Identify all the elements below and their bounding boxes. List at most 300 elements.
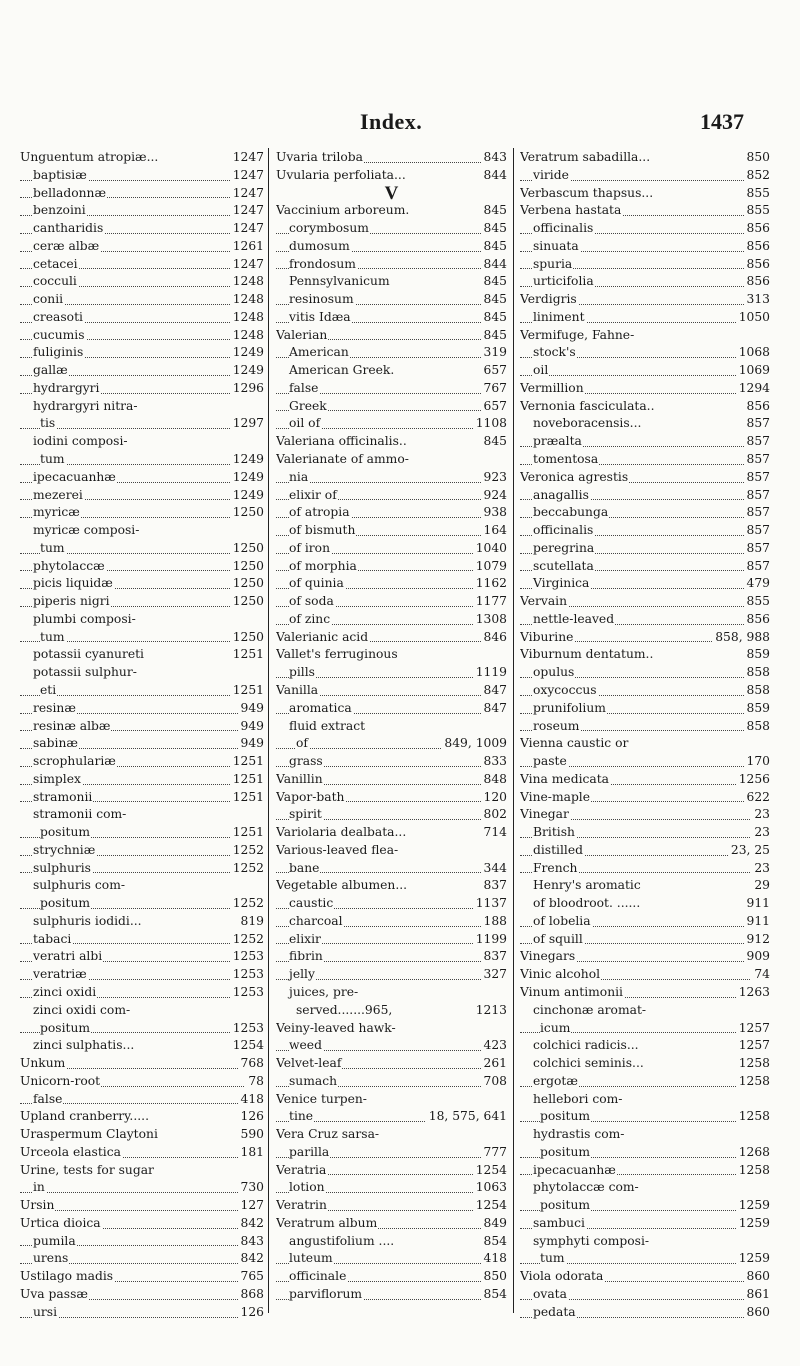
entry-term: liniment (533, 309, 585, 324)
entry-term: tum (40, 540, 65, 555)
index-entry (276, 1250, 507, 1268)
entry-term: pills (289, 665, 315, 680)
entry-page: 850 (481, 1268, 507, 1286)
index-entry (520, 273, 770, 291)
entry-term: sulphuris (33, 860, 91, 875)
index-entry (520, 202, 770, 220)
entry-term: Veratria (276, 1162, 327, 1177)
index-entry (276, 753, 507, 771)
index-entry (20, 1002, 264, 1020)
entry-term: tomentosa (533, 452, 599, 467)
entry-term: Vegetable albumen... (276, 878, 408, 893)
entry-term: hellebori com- (533, 1091, 623, 1106)
entry-page: 120 (481, 789, 507, 807)
entry-term: oil of (289, 416, 321, 431)
entry-page: 857 (744, 504, 770, 522)
index-entry (520, 593, 770, 611)
entry-page: 1248 (230, 273, 264, 291)
entry-page: 714 (481, 824, 507, 842)
entry-page: 418 (481, 1250, 507, 1268)
entry-term: sulphuris com- (33, 878, 126, 893)
entry-term: Urceola elastica (20, 1144, 121, 1159)
index-entry (276, 309, 507, 327)
entry-term: veratriæ (33, 967, 87, 982)
index-entry (20, 1233, 264, 1251)
index-entry (520, 1215, 770, 1233)
index-entry (276, 1037, 507, 1055)
index-entry (276, 1108, 507, 1126)
entry-term: charcoal (289, 913, 343, 928)
entry-page: 1259 (736, 1197, 770, 1215)
entry-term: of (296, 736, 308, 751)
entry-term: Vanilla (276, 682, 319, 697)
index-entry (520, 415, 770, 433)
index-entry (520, 540, 770, 558)
entry-page: 847 (481, 700, 507, 718)
entry-page: 127 (238, 1197, 264, 1215)
entry-term: Unguentum atropiæ... (20, 150, 159, 164)
entry-page: 23 (751, 806, 770, 824)
entry-term: myricæ (33, 505, 80, 520)
index-entry (276, 913, 507, 931)
entry-page: 1249 (230, 362, 264, 380)
entry-page: 860 (744, 1304, 770, 1322)
entry-term: of atropia (289, 505, 350, 520)
entry-page: 327 (481, 966, 507, 984)
entry-page: 1297 (230, 415, 264, 433)
entry-term: cocculi (33, 274, 77, 289)
entry-term: stramonii (33, 789, 93, 804)
index-entry (20, 380, 264, 398)
entry-page: 1250 (230, 540, 264, 558)
index-entry (276, 877, 507, 895)
entry-term: dumosum (289, 238, 350, 253)
index-entry (20, 487, 264, 505)
section-letter: V (384, 184, 399, 203)
index-entry (276, 415, 507, 433)
index-entry (520, 806, 770, 824)
entry-term: of iron (289, 540, 330, 555)
entry-term: elixir of (289, 487, 337, 502)
entry-term: parilla (289, 1144, 330, 1159)
index-entry (520, 664, 770, 682)
index-entry (20, 344, 264, 362)
entry-page: 1250 (230, 629, 264, 647)
index-entry (520, 789, 770, 807)
entry-page: 845 (481, 238, 507, 256)
index-entry (20, 860, 264, 878)
entry-term: tine (289, 1109, 314, 1124)
entry-page: 1252 (230, 895, 264, 913)
entry-page: 730 (238, 1179, 264, 1197)
entry-page: 856 (744, 398, 770, 416)
entry-page: 1261 (230, 238, 264, 256)
index-entry (276, 1268, 507, 1286)
page-number: 1437 (700, 109, 744, 134)
entry-term: ergotæ (533, 1073, 578, 1088)
entry-page: 911 (744, 913, 770, 931)
entry-page: 1247 (230, 185, 264, 203)
index-entry (20, 540, 264, 558)
index-entry (520, 1037, 770, 1055)
index-entry (20, 806, 264, 824)
entry-page: 313 (744, 291, 770, 309)
index-entry (520, 1055, 770, 1073)
entry-page: 622 (744, 789, 770, 807)
index-entry (276, 824, 507, 842)
index-entry (520, 149, 770, 167)
entry-term: ipecacuanhæ (533, 1162, 616, 1177)
entry-page: 1250 (230, 593, 264, 611)
entry-page: 858 (744, 718, 770, 736)
entry-page: 344 (481, 860, 507, 878)
entry-term: plumbi composi- (33, 611, 136, 626)
index-entry (276, 1215, 507, 1233)
entry-term: positum (40, 896, 91, 911)
index-entry (520, 718, 770, 736)
index-entry (20, 1179, 264, 1197)
entry-term: tum (540, 1251, 565, 1266)
entry-term: zinci oxidi com- (33, 1002, 131, 1017)
entry-term: Verdigris (520, 292, 577, 307)
index-entry (20, 575, 264, 593)
index-entry (520, 1073, 770, 1091)
entry-page: 1063 (473, 1179, 507, 1197)
entry-page: 1258 (736, 1162, 770, 1180)
entry-term: Ustilago madis (20, 1269, 114, 1284)
entry-term: spuria (533, 256, 573, 271)
entry-term: veratri albi (33, 949, 103, 964)
index-entry (276, 1126, 507, 1144)
entry-page: 78 (245, 1073, 264, 1091)
entry-page: 1247 (230, 220, 264, 238)
entry-term: scrophulariæ (33, 754, 116, 769)
index-entry (20, 1073, 264, 1091)
index-entry (276, 1020, 507, 1038)
index-entry (20, 149, 264, 167)
index-entry (20, 824, 264, 842)
index-entry (276, 238, 507, 256)
index-entry (20, 415, 264, 433)
entry-term: Valerianic acid (276, 629, 369, 644)
entry-term: pedata (533, 1304, 576, 1319)
entry-term: American (289, 345, 349, 360)
entry-term: simplex (33, 771, 81, 786)
entry-page: 859 (744, 646, 770, 664)
entry-page: 949 (238, 700, 264, 718)
entry-term: colchici seminis... (533, 1056, 644, 1071)
index-entry (20, 789, 264, 807)
entry-term: Veratrum album (276, 1215, 378, 1230)
index-entry (20, 771, 264, 789)
index-entry (520, 1162, 770, 1180)
entry-term: Vallet's ferruginous (276, 647, 398, 662)
index-entry (520, 646, 770, 664)
entry-term: British (533, 825, 575, 840)
index-entry (20, 682, 264, 700)
entry-term: French (533, 860, 578, 875)
index-entry (276, 256, 507, 274)
index-entry (276, 1286, 507, 1304)
entry-term: of bismuth (289, 523, 356, 538)
index-entry (520, 451, 770, 469)
entry-term: positum (540, 1198, 591, 1213)
entry-term: colchici radicis... (533, 1038, 639, 1053)
entry-term: Vermifuge, Fahne- (520, 327, 635, 342)
entry-page: 837 (481, 877, 507, 895)
index-entry (520, 877, 770, 895)
entry-page: 854 (481, 1286, 507, 1304)
entry-term: juices, pre- (289, 984, 359, 999)
index-entry (520, 167, 770, 185)
entry-term: scutellata (533, 558, 594, 573)
entry-page: 848 (481, 771, 507, 789)
index-entry (276, 344, 507, 362)
index-entry (276, 948, 507, 966)
index-entry (20, 433, 264, 451)
index-entry (520, 1126, 770, 1144)
index-entry (276, 362, 507, 380)
index-entry (20, 238, 264, 256)
entry-page: 1251 (230, 646, 264, 664)
entry-page: 849 (481, 1215, 507, 1233)
entry-page: 1254 (473, 1197, 507, 1215)
entry-page: 856 (744, 238, 770, 256)
index-entry (520, 682, 770, 700)
entry-page: 845 (481, 433, 507, 451)
entry-term: elixir (289, 931, 321, 946)
entry-page: 23, 25 (728, 842, 770, 860)
index-entry (20, 522, 264, 540)
entry-term: Unicorn-root (20, 1073, 101, 1088)
entry-page: 1247 (230, 202, 264, 220)
index-entry (520, 860, 770, 878)
entry-term: officinale (289, 1269, 347, 1284)
index-entry (520, 735, 770, 753)
index-entry (520, 1091, 770, 1109)
entry-page: 1249 (230, 344, 264, 362)
entry-term: served.......965, (296, 1002, 393, 1017)
entry-term: Greek (289, 398, 327, 413)
entry-term: fibrin (289, 949, 323, 964)
entry-page: 860 (744, 1268, 770, 1286)
entry-page: 847 (481, 682, 507, 700)
entry-term: Uvaria triloba (276, 150, 363, 164)
index-entry (276, 433, 507, 451)
entry-page: 23 (751, 824, 770, 842)
entry-page: 29 (751, 877, 770, 895)
entry-term: noveboracensis... (533, 416, 642, 431)
entry-term: false (289, 380, 319, 395)
page-title: Index. (360, 109, 423, 134)
entry-page: 1249 (230, 469, 264, 487)
index-entry (276, 611, 507, 629)
column-divider (268, 148, 269, 1313)
entry-term: phytolaccæ (33, 558, 105, 573)
index-entry (276, 966, 507, 984)
index-entry (276, 522, 507, 540)
entry-page: 319 (481, 344, 507, 362)
entry-page: 164 (481, 522, 507, 540)
index-entry (276, 1162, 507, 1180)
index-entry (276, 735, 507, 753)
entry-page: 1258 (736, 1055, 770, 1073)
entry-term: Vaccinium arboreum. (276, 203, 410, 218)
index-entry (276, 789, 507, 807)
index-entry (520, 469, 770, 487)
entry-term: oxycoccus (533, 682, 597, 697)
index-entry (20, 1215, 264, 1233)
index-entry (20, 913, 264, 931)
entry-page: 845 (481, 291, 507, 309)
entry-page: 261 (481, 1055, 507, 1073)
index-entry (20, 1197, 264, 1215)
entry-term: viride (533, 167, 569, 182)
index-entry (276, 540, 507, 558)
index-entry (20, 185, 264, 203)
index-entry (276, 273, 507, 291)
entry-term: Variolaria dealbata... (276, 825, 407, 840)
entry-term: Valerian (276, 327, 328, 342)
entry-term: cetacei (33, 256, 78, 271)
entry-term: prunifolium (533, 700, 606, 715)
entry-term: bane (289, 860, 320, 875)
entry-term: beccabunga (533, 505, 609, 520)
index-entry (276, 380, 507, 398)
index-entry (520, 1020, 770, 1038)
entry-page: 857 (744, 522, 770, 540)
index-entry (276, 895, 507, 913)
entry-page: 1296 (230, 380, 264, 398)
entry-term: urens (33, 1251, 69, 1266)
entry-page: 708 (481, 1073, 507, 1091)
entry-page: 1248 (230, 327, 264, 345)
entry-term: præalta (533, 434, 582, 449)
index-entry (276, 469, 507, 487)
entry-page: 767 (481, 380, 507, 398)
entry-page: 949 (238, 735, 264, 753)
entry-term: officinalis (533, 221, 594, 236)
entry-term: Pennsylvanicum (289, 274, 390, 289)
index-entry (520, 1250, 770, 1268)
entry-page: 802 (481, 806, 507, 824)
index-entry (276, 1073, 507, 1091)
index-entry (20, 611, 264, 629)
index-entry (20, 718, 264, 736)
entry-term: ceræ albæ (33, 238, 100, 253)
entry-term: stock's (533, 345, 576, 360)
entry-term: resinosum (289, 292, 354, 307)
entry-term: tum (40, 452, 65, 467)
index-entry (276, 718, 507, 736)
entry-term: myricæ composi- (33, 523, 140, 538)
entry-term: potassii cyanureti (33, 647, 144, 662)
entry-page: 1250 (230, 558, 264, 576)
index-entry (276, 842, 507, 860)
entry-term: corymbosum (289, 221, 369, 236)
entry-term: Vina medicata (520, 771, 609, 786)
index-entry (20, 1037, 264, 1055)
entry-term: frondosum (289, 256, 356, 271)
entry-term: Vienna caustic or (520, 736, 629, 751)
index-entry (276, 1233, 507, 1251)
index-entry (520, 220, 770, 238)
index-entry (276, 220, 507, 238)
entry-term: aromatica (289, 700, 352, 715)
index-entry (20, 291, 264, 309)
entry-page: 856 (744, 273, 770, 291)
entry-term: Vinum antimonii (520, 984, 623, 999)
entry-page: 855 (744, 593, 770, 611)
entry-page: 1162 (473, 575, 507, 593)
index-entry (520, 327, 770, 345)
index-entry (520, 185, 770, 203)
index-column-1 (20, 149, 264, 1322)
entry-page: 1253 (230, 984, 264, 1002)
entry-term: paste (533, 754, 567, 769)
index-entry (20, 877, 264, 895)
entry-term: Vinegars (520, 949, 576, 964)
entry-page: 657 (481, 362, 507, 380)
entry-page: 1251 (230, 771, 264, 789)
entry-page: 857 (744, 487, 770, 505)
index-entry (20, 1162, 264, 1180)
index-entry (20, 220, 264, 238)
entry-page: 833 (481, 753, 507, 771)
entry-page: 868 (238, 1286, 264, 1304)
entry-term: ursi (33, 1304, 58, 1319)
entry-term: phytolaccæ com- (533, 1180, 639, 1195)
index-entry (520, 984, 770, 1002)
entry-page: 1249 (230, 487, 264, 505)
entry-page: 1248 (230, 291, 264, 309)
index-entry (520, 824, 770, 842)
entry-term: eti (40, 682, 57, 697)
entry-page: 1069 (736, 362, 770, 380)
entry-term: fluid extract (289, 718, 366, 733)
index-entry (520, 1197, 770, 1215)
entry-term: vitis Idæa (289, 309, 351, 324)
index-entry (20, 593, 264, 611)
entry-page: 1068 (736, 344, 770, 362)
entry-page: 1040 (473, 540, 507, 558)
entry-term: sulphuris iodidi... (33, 913, 142, 928)
index-entry (20, 1268, 264, 1286)
index-entry (20, 629, 264, 647)
index-entry (20, 1020, 264, 1038)
entry-page: 849, 1009 (441, 735, 507, 753)
entry-term: Vernonia fasciculata.. (520, 398, 655, 413)
index-entry (276, 558, 507, 576)
entry-term: of morphia (289, 558, 357, 573)
index-entry (520, 256, 770, 274)
entry-page: 844 (481, 256, 507, 274)
page-header (0, 109, 800, 139)
entry-page: 1258 (736, 1073, 770, 1091)
index-entry (276, 167, 507, 185)
entry-term: oil (533, 363, 549, 378)
entry-term: of squill (533, 931, 583, 946)
entry-page: 1259 (736, 1250, 770, 1268)
entry-term: positum (540, 1109, 591, 1124)
index-entry (520, 842, 770, 860)
entry-page: 1254 (473, 1162, 507, 1180)
index-entry (520, 1179, 770, 1197)
entry-term: Viburine (520, 629, 574, 644)
index-entry (520, 753, 770, 771)
entry-page: 819 (238, 913, 264, 931)
index-entry (276, 700, 507, 718)
